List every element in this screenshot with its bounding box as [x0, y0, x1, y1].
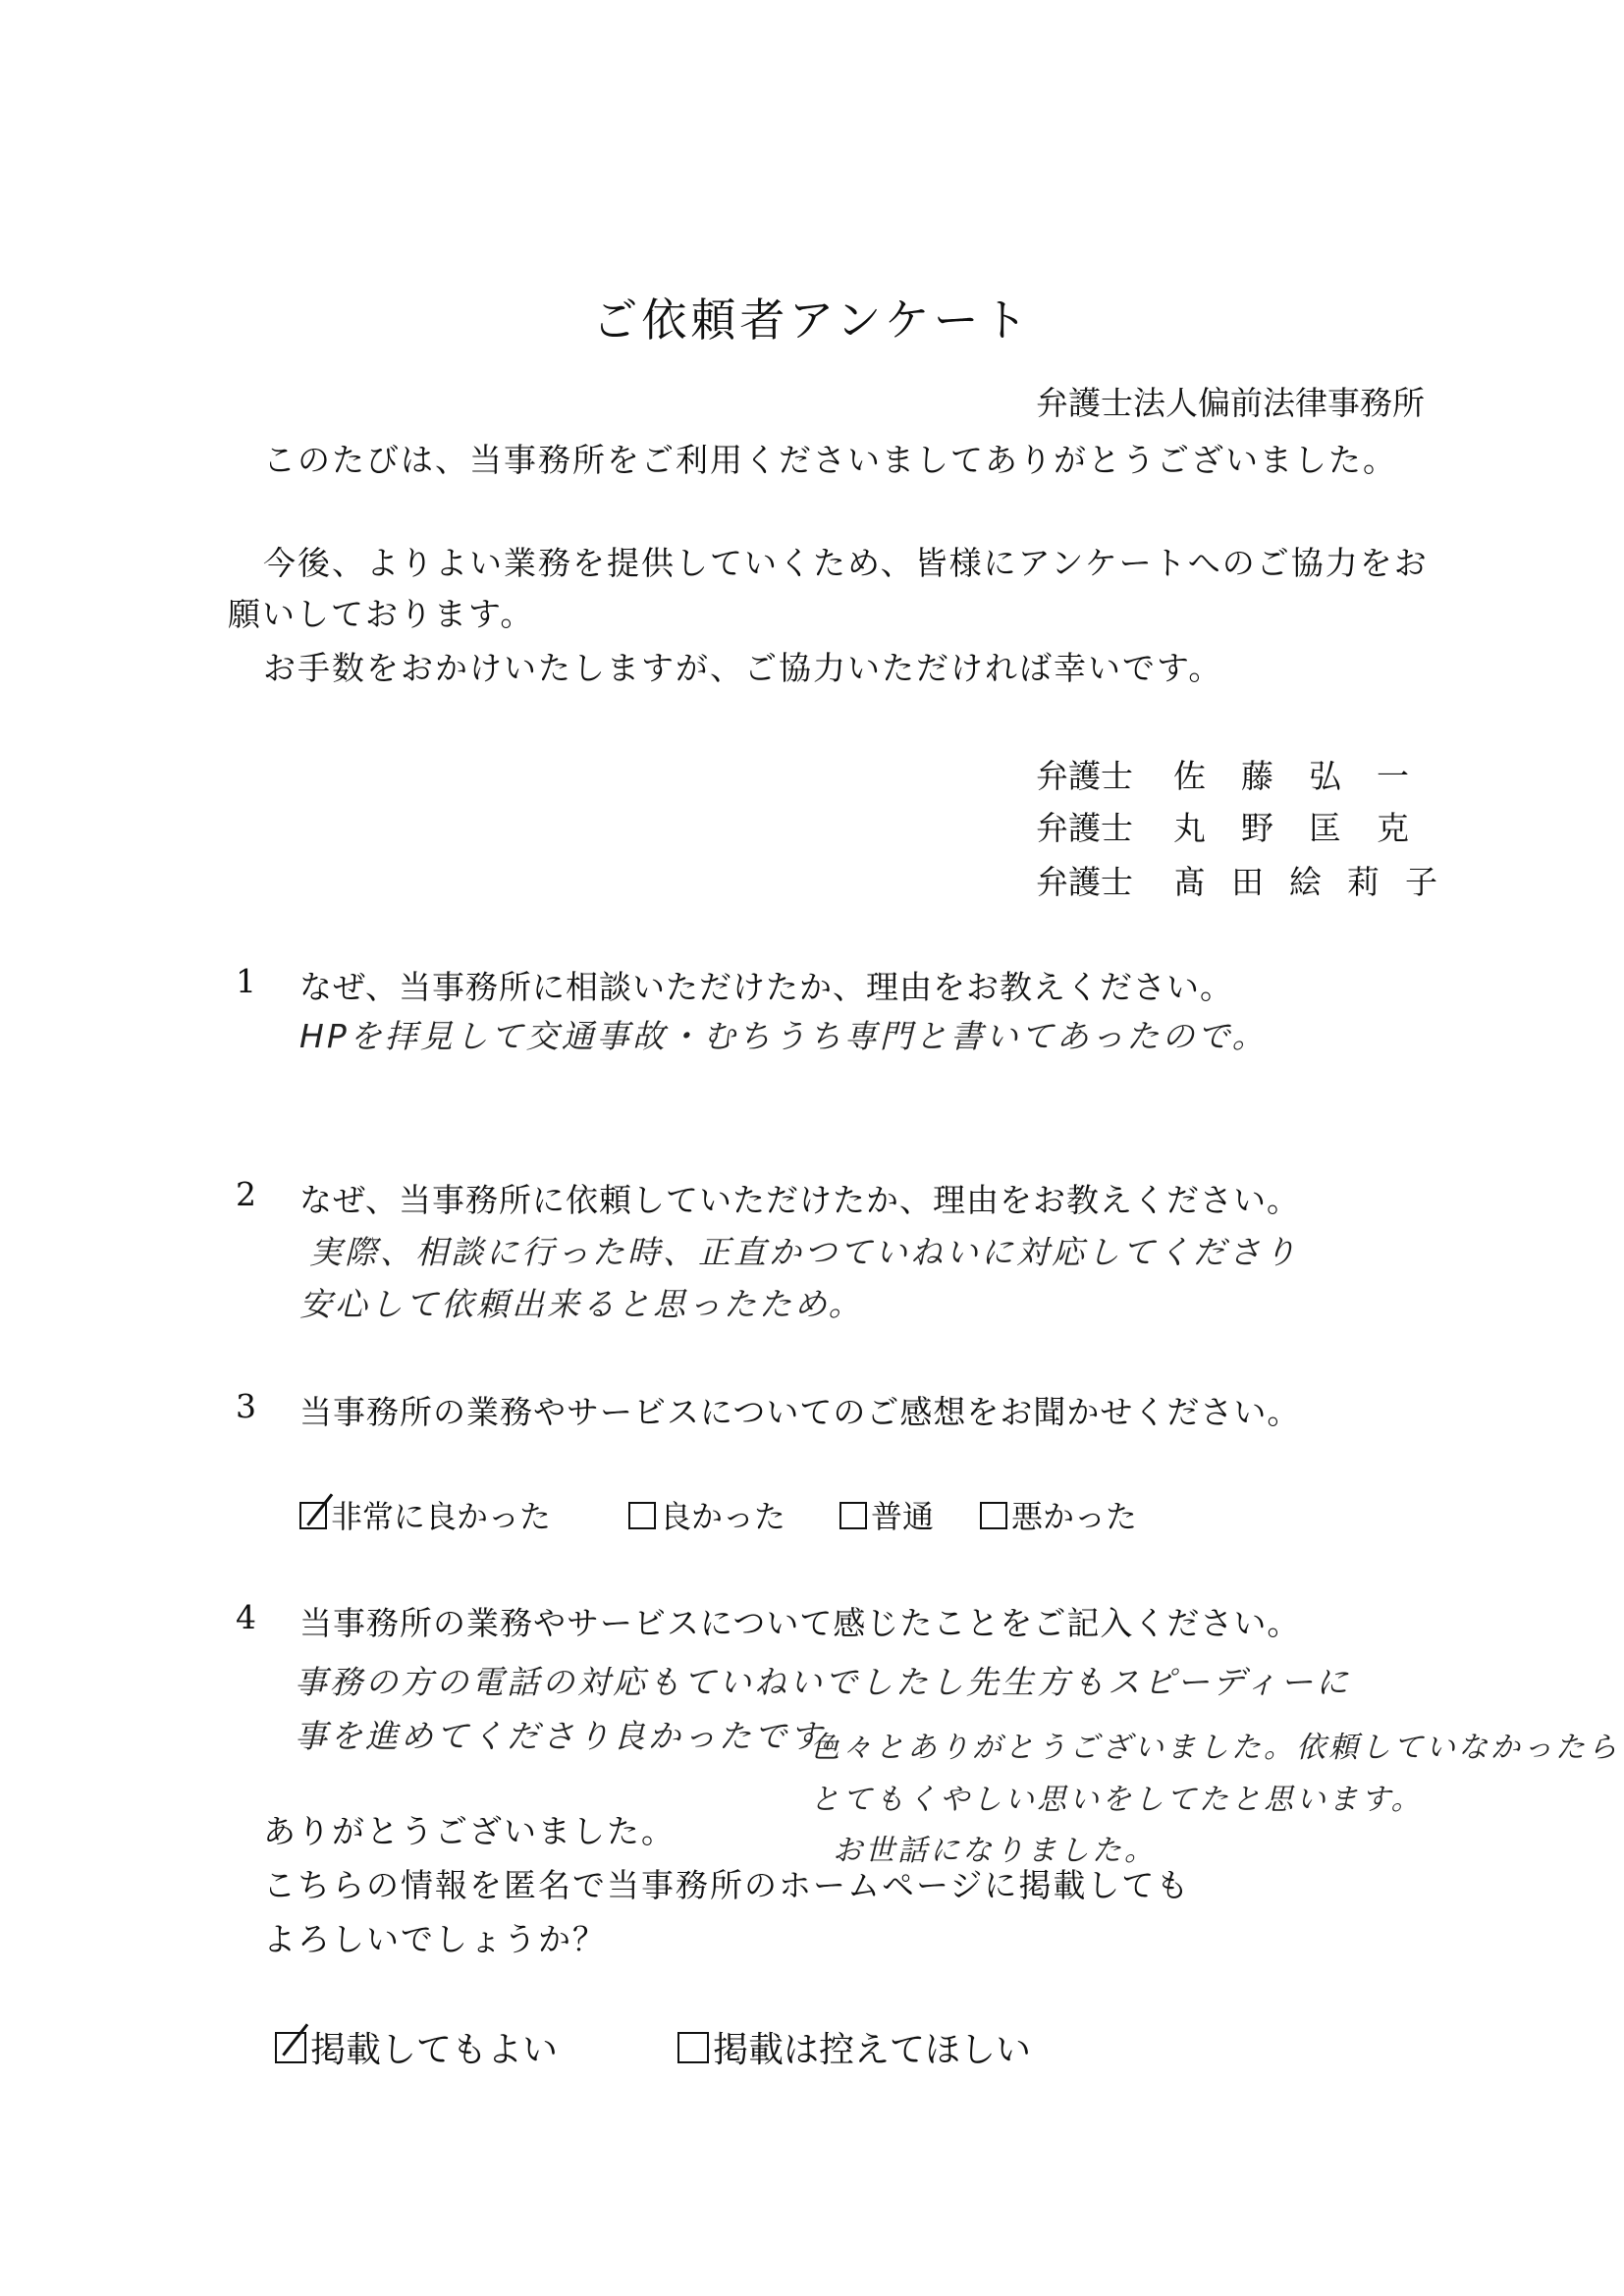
- question-3-text: 当事務所の業務やサービスについてのご感想をお聞かせください。: [299, 1393, 1301, 1431]
- question-1-number: 1: [236, 962, 256, 1000]
- option-publish-ok[interactable]: [275, 2022, 558, 2072]
- option-label: 非常に良かった: [331, 1498, 552, 1535]
- question-4-answer-line-3: 色々とありがとうございました。依頼していなかったら: [810, 1731, 1620, 1765]
- option-very-good[interactable]: [299, 1492, 551, 1537]
- signatory-role: 弁護士: [1036, 757, 1133, 795]
- question-1-answer: HPを拝見して交通事故・むちうち専門と書いてあったので。: [299, 1017, 1268, 1055]
- question-2-answer-line-1: 実際、相談に行った時、正直かつていねいに対応してくださり: [309, 1233, 1299, 1271]
- closing-thanks: ありがとうございました。: [263, 1812, 676, 1850]
- question-2-number: 2: [236, 1175, 256, 1213]
- question-4-number: 4: [236, 1598, 256, 1636]
- option-bad[interactable]: [980, 1492, 1137, 1537]
- signatory-role: 弁護士: [1036, 863, 1133, 901]
- intro-line-2b: 願いしております。: [228, 595, 535, 633]
- option-label: 良かった: [660, 1498, 786, 1535]
- checkbox-checked-icon[interactable]: [299, 1502, 327, 1529]
- option-publish-decline[interactable]: [677, 2022, 1031, 2072]
- question-4-answer-line-1: 事務の方の電話の対応もていねいでしたし先生方もスピーディーに: [295, 1663, 1352, 1701]
- option-label: 掲載してもよい: [310, 2030, 559, 2070]
- checkbox-icon[interactable]: [839, 1502, 867, 1529]
- option-label: 悪かった: [1011, 1498, 1138, 1535]
- question-3-number: 3: [236, 1387, 256, 1425]
- option-normal[interactable]: [839, 1492, 934, 1537]
- signatory-role: 弁護士: [1036, 809, 1133, 847]
- firm-name: 弁護士法人偏前法律事務所: [1036, 384, 1425, 422]
- intro-line-1: このたびは、当事務所をご利用くださいましてありがとうございました。: [263, 441, 1397, 479]
- checkbox-icon[interactable]: [980, 1502, 1007, 1529]
- page-title: ご依頼者アンケート: [592, 294, 1032, 347]
- question-4-text: 当事務所の業務やサービスについて感じたことをご記入ください。: [299, 1604, 1301, 1642]
- question-4-answer-line-2: 事を進めてくださり良かったです。: [295, 1717, 858, 1755]
- question-4-answer-line-4: とてもくやしい思いをしてたと思います。: [810, 1783, 1424, 1817]
- publish-question-line-1: こちらの情報を匿名で当事務所のホームページに掲載しても: [263, 1866, 1191, 1904]
- option-good[interactable]: [628, 1492, 785, 1537]
- intro-line-3: お手数をおかけいたしますが、ご協力いただければ幸いです。: [263, 649, 1223, 687]
- question-2-answer-line-2: 安心して依頼出来ると思ったため。: [299, 1285, 864, 1323]
- question-1-text: なぜ、当事務所に相談いただけたか、理由をお教えください。: [299, 968, 1234, 1006]
- signatory-name: 佐藤弘一: [1173, 757, 1444, 795]
- publish-question-line-2: よろしいでしょうか？: [263, 1920, 607, 1958]
- signatory-name: 丸野匡克: [1173, 809, 1444, 847]
- question-2-text: なぜ、当事務所に依頼していただけたか、理由をお教えください。: [299, 1181, 1301, 1219]
- checkbox-checked-icon[interactable]: [275, 2032, 306, 2063]
- checkbox-icon[interactable]: [628, 1502, 656, 1529]
- signatory-name: 髙田絵莉子: [1173, 863, 1463, 901]
- intro-line-2a: 今後、よりよい業務を提供していくため、皆様にアンケートへのご協力をお: [263, 544, 1429, 582]
- checkbox-icon[interactable]: [677, 2032, 709, 2063]
- question-4-answer-line-5: お世話になりました。: [833, 1834, 1157, 1868]
- option-label: 普通: [871, 1498, 935, 1535]
- option-label: 掲載は控えてほしい: [713, 2030, 1032, 2070]
